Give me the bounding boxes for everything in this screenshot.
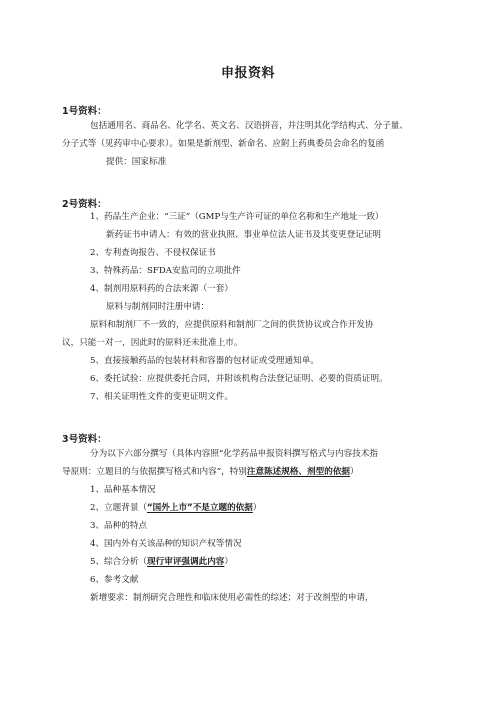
list-item: 6、参考文献 — [90, 575, 139, 585]
paragraph-text: ） — [350, 467, 359, 477]
page-title: 申报资料 — [220, 66, 275, 81]
list-item: 3、品种的特点 — [90, 521, 148, 531]
emphasis-text: 注意陈述规格、剂型的依据 — [246, 467, 351, 477]
list-item: 5、直接接触药品的包装材料和容器的包材证或受理通知单。 — [90, 356, 319, 366]
list-item-text: 5、综合分析（ — [90, 557, 148, 567]
paragraph-line: 分子式等（见药审中心要求）。如果是新剂型、新命名、应附上药典委员会命名的复函 — [62, 139, 385, 149]
list-item: 4、制剂用原料药的合法来源（一套） — [90, 284, 233, 294]
list-item-text: ） — [252, 503, 262, 513]
list-item — [90, 502, 261, 514]
emphasis-text: “国外上市”不是立题的依据 — [147, 503, 253, 513]
list-item-text: ） — [224, 557, 233, 567]
paragraph-line: 分为以下六部分撰写（具体内容照“化学药品申报资料撰写格式与内容技术指 — [90, 449, 378, 459]
list-item: 1、药品生产企业：“三证”（GMP与生产许可证的单位名称和生产地址一致） — [90, 212, 384, 222]
paragraph-line — [62, 466, 359, 478]
list-item: 6、委托试验：应提供委托合同，并附该机构合法登记证明、必要的资质证明。 — [90, 374, 388, 384]
paragraph-line: 原料与制剂同时注册申请： — [106, 302, 210, 312]
paragraph-line: 议，只能一对一，因此时的原料还未批准上市。 — [62, 338, 243, 348]
list-item-text: 2、立题背景（ — [90, 503, 148, 513]
list-item: 7、相关证明性文件的变更证明文件。 — [90, 392, 233, 402]
list-item — [90, 556, 233, 568]
paragraph-line: 包括通用名、商品名、化学名、英文名、汉语拼音，并注明其化学结构式、分子量、 — [90, 121, 408, 131]
paragraph-line: 提供：国家标准 — [106, 157, 167, 167]
list-item: 1、品种基本情况 — [90, 485, 156, 495]
list-item: 4、国内外有关该品种的知识产权等情况 — [90, 539, 242, 549]
list-item: 3、特殊药品：SFDA安监司的立项批件 — [90, 266, 241, 276]
section-2-heading: 2号资料： — [62, 199, 107, 210]
section-3-heading: 3号资料： — [62, 434, 107, 445]
section-1-heading: 1号资料： — [62, 106, 107, 117]
paragraph-line: 新增要求：制剂研究合理性和临床使用必需性的综述；对于改剂型的申请， — [90, 593, 374, 603]
emphasis-text: 现行审评强调此内容 — [147, 557, 225, 567]
paragraph-line: 原料和制剂厂不一致的，应提供原料和制剂厂之间的供货协议或合作开发协 — [90, 320, 374, 330]
paragraph-line: 新药证书申请人：有效的营业执照、事业单位法人证书及其变更登记证明 — [106, 230, 382, 240]
list-item: 2、专利查询报告、不侵权保证书 — [90, 248, 216, 258]
paragraph-text: 导原则：立题目的与依据撰写格式和内容”，特别 — [62, 467, 247, 477]
